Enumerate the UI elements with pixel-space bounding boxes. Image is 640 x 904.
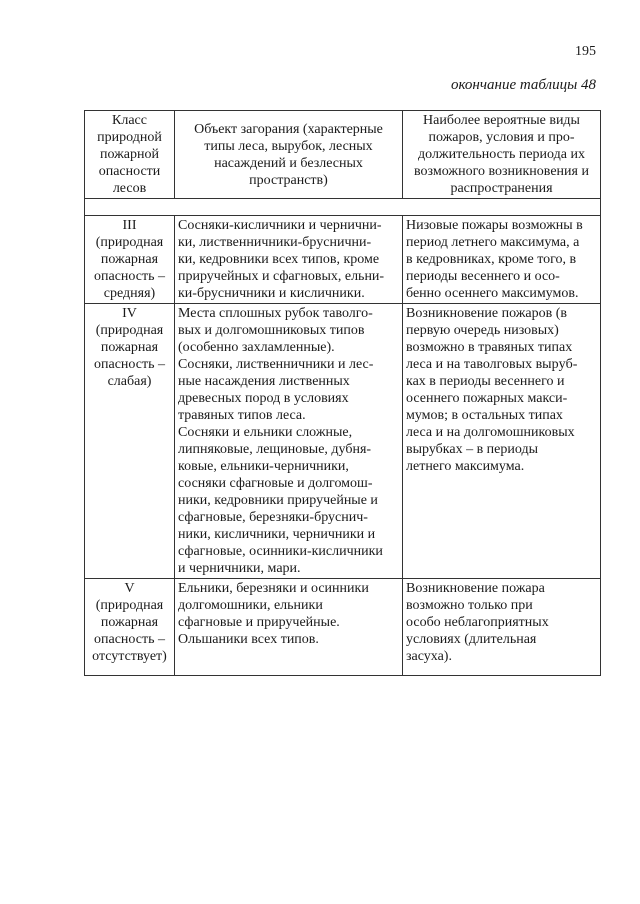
fires-line: возможно в травяных типах [406,340,573,355]
object-line: липняковые, лещиновые, дубня- [178,442,372,457]
fires-line: бенно осеннего максимумов. [406,286,579,301]
table-caption: окончание таблицы 48 [450,77,596,93]
object-line: ки-брусничники и кисличники. [178,286,365,301]
class-line: (природная [95,598,164,613]
header-class-line: природной [97,130,162,145]
fires-cell [403,304,601,579]
object-cell [175,216,403,304]
class-line: V [124,581,135,596]
class-line: опасность – [94,632,165,647]
class-line: пожарная [100,340,159,355]
header-fires-line: пожаров, условия и про- [428,130,575,145]
fire-danger-table [84,110,601,676]
class-line: средняя) [103,286,156,301]
fires-line: осеннего пожарных макси- [406,391,568,406]
fires-cell [403,216,601,304]
object-line: сосняки сфагновые и долгомош- [178,476,373,491]
fires-line: период летнего максимума, а [406,235,580,250]
class-cell [85,304,175,579]
table-header-row [85,111,601,199]
header-class-line: пожарной [99,147,159,162]
class-line: пожарная [100,615,159,630]
object-line: Сосняки, лиственничники и лес- [178,357,374,372]
fires-line: особо неблагоприятных [406,615,549,630]
fires-line: первую очередь низовых) [406,323,559,338]
fires-line: мумов; в остальных типах [406,408,563,423]
object-line: и черничники, мари. [178,561,301,576]
table-row [85,216,601,304]
class-line: пожарная [100,252,159,267]
object-line: Ольшаники всех типов. [178,632,319,647]
class-line: опасность – [94,269,165,284]
header-fires [403,111,601,199]
header-object-line: насаждений и безлесных [214,155,363,171]
class-cell [85,579,175,676]
fires-line: вырубках – в периоды [406,442,539,457]
fires-line: периоды весеннего и осо- [406,269,560,284]
object-line: древесных пород в условиях [178,391,349,406]
header-class-line: лесов [112,181,147,196]
object-line: Сосняки и ельники сложные, [178,425,353,440]
fires-line: возможно только при [406,598,533,613]
header-object [175,111,403,199]
object-line: Сосняки-кисличники и чернични- [178,218,382,233]
object-line: приручейных и сфагновых, ельни- [178,269,385,284]
header-class [85,111,175,199]
class-line: IV [122,306,137,321]
table-row [85,579,601,676]
header-class-line: опасности [98,164,161,179]
class-line: слабая) [107,374,152,389]
object-line: долгомошники, ельники [178,598,323,613]
class-line: (природная [95,235,164,250]
object-line: сфагновые и приручейные. [178,615,340,630]
object-line: Ельники, березняки и осинники [178,581,369,596]
object-line: травяных типов леса. [178,408,306,423]
fires-line: Возникновение пожаров (в [406,306,567,321]
fires-line: леса и на таволговых вырyб- [406,357,578,372]
fires-line: ках в периоды весеннего и [406,374,565,389]
table-row [85,304,601,579]
header-object-line: типы леса, вырубок, лесных [204,138,373,154]
fires-cell [403,579,601,676]
object-cell [175,304,403,579]
object-line: (особенно захламленные). [178,340,335,355]
object-cell [175,579,403,676]
object-line: сфагновые, осинники-кисличники [178,544,383,559]
header-object-line: Объект загорания (характерные [194,121,383,137]
fires-line: леса и на долгомошниковых [406,425,575,440]
class-line: отсутствует) [92,649,167,664]
object-line: ки, кедровники всех типов, кроме [178,252,380,267]
header-object-line: пространств) [249,172,328,188]
class-cell [85,216,175,304]
object-line: ки, лиственничники-бруснични- [178,235,372,250]
object-line: ковые, ельники-черничники, [178,459,349,474]
class-line: (природная [95,323,164,338]
fires-line: засуха). [406,649,452,664]
object-line: вых и долгомошниковых типов [178,323,365,338]
object-line: ники, кисличники, черничники и [178,527,376,542]
object-line: Места сплошных рубок таволго- [178,306,373,321]
header-fires-line: Наиболее вероятные виды [423,113,580,128]
spacer-cell [85,199,601,216]
object-line: ники, кедровники приручейные и [178,493,378,508]
header-class-line: Класс [112,113,147,128]
fires-line: Возникновение пожара [406,581,545,596]
fires-line: в кедровниках, кроме того, в [406,252,577,267]
object-line: ные насаждения лиственных [178,374,350,389]
fires-line: летнего максимума. [406,459,525,474]
header-fires-line: возможного возникновения и [414,164,589,179]
page-number: 195 [575,44,596,59]
header-fires-line: распространения [450,181,553,196]
fires-line: Низовые пожары возможны в [406,218,583,233]
class-line: опасность – [94,357,165,372]
table-spacer-row [85,199,601,216]
object-line: сфагновые, березняки-бруснич- [178,510,368,525]
fires-line: условиях (длительная [406,632,537,647]
header-fires-line: должительность периода их [418,147,585,162]
class-line: III [122,218,137,233]
